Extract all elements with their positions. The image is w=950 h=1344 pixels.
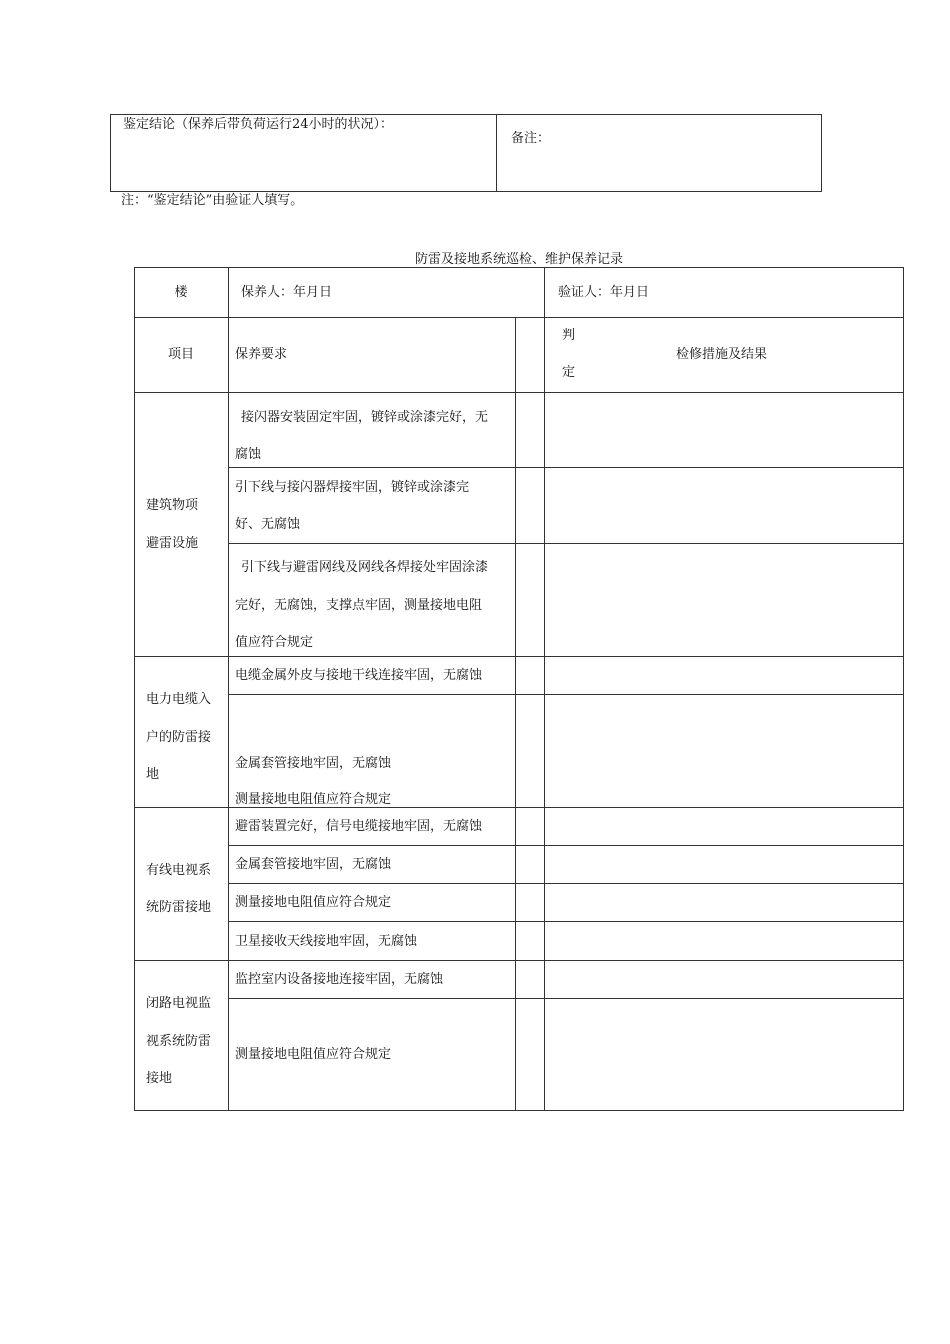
col-item: 项目	[167, 347, 194, 362]
requirement-line: 引下线与避雷网线及网线各焊接处牢固涂漆	[241, 560, 489, 575]
requirement-line: 金属套管接地牢固，无腐蚀	[235, 756, 392, 771]
group-name-line: 闭路电视监	[146, 996, 212, 1011]
col-judge-2: 定	[562, 365, 576, 380]
building-label: 楼	[174, 285, 188, 300]
group-name-line: 户的防雷接	[146, 730, 212, 745]
verifier-label: 验证人：年月日	[558, 285, 650, 300]
requirement-line: 值应符合规定	[235, 635, 314, 650]
group-name-line: 避雷设施	[146, 536, 199, 551]
requirement-line: 金属套管接地牢固，无腐蚀	[235, 857, 392, 872]
requirement-line: 测量接地电阻值应符合规定	[235, 792, 392, 807]
requirement-line: 电缆金属外皮与接地干线连接牢固，无腐蚀	[235, 668, 483, 683]
requirement-line: 监控室内设备接地连接牢固，无腐蚀	[235, 972, 444, 987]
record-title: 防雷及接地系统巡检、维护保养记录	[414, 252, 623, 267]
col-result: 检修措施及结果	[676, 347, 768, 362]
requirement-line: 完好，无腐蚀，支撑点牢固，测量接地电阻	[235, 598, 483, 613]
group-name-line: 电力电缆入	[146, 692, 212, 707]
group-name-line: 视系统防雷	[146, 1034, 212, 1049]
note-text: 注：“鉴定结论”由验证人填写。	[121, 193, 304, 208]
remarks-label: 备注：	[511, 131, 551, 146]
requirement-line: 卫星接收天线接地牢固，无腐蚀	[235, 934, 418, 949]
group-name-line: 有线电视系	[146, 863, 212, 878]
requirement-line: 好、无腐蚀	[235, 517, 301, 532]
conclusion-label: 鉴定结论（保养后带负荷运行24小时的状况）：	[123, 117, 394, 132]
col-judge-1: 判	[562, 328, 576, 343]
maintainer-label: 保养人：年月日	[241, 285, 333, 300]
group-name-line: 建筑物项	[146, 498, 199, 513]
requirement-line: 引下线与接闪器焊接牢固，镀锌或涂漆完	[235, 480, 470, 495]
requirement-line: 接闪器安装固定牢固，镀锌或涂漆完好，无	[241, 410, 489, 425]
group-name-line: 接地	[146, 1071, 173, 1086]
group-name-line: 地	[146, 767, 160, 782]
requirement-line: 测量接地电阻值应符合规定	[235, 1047, 392, 1062]
group-name-line: 统防雷接地	[146, 900, 212, 915]
requirement-line: 腐蚀	[235, 447, 262, 462]
requirement-line: 避雷装置完好，信号电缆接地牢固，无腐蚀	[235, 819, 483, 834]
col-requirement: 保养要求	[235, 347, 288, 362]
requirement-line: 测量接地电阻值应符合规定	[235, 895, 392, 910]
